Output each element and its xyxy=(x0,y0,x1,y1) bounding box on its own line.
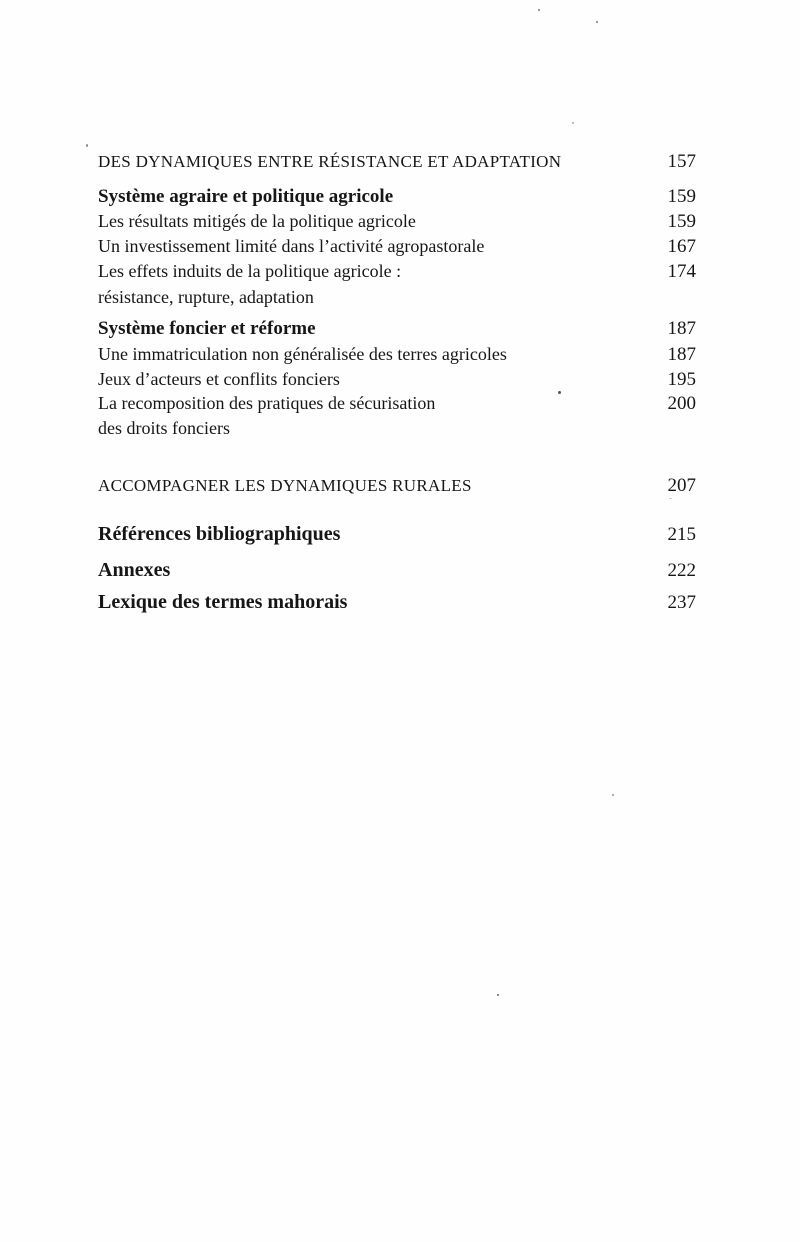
toc-entry-label: résistance, rupture, adaptation xyxy=(98,287,314,307)
toc-entry-page-number: 215 xyxy=(667,524,696,545)
toc-entry xyxy=(98,475,696,498)
toc-entry xyxy=(98,369,696,392)
toc-entry xyxy=(98,236,696,259)
toc-entry xyxy=(98,558,696,583)
toc-entry-page-number: 174 xyxy=(667,261,696,282)
scan-speck xyxy=(612,794,614,796)
toc-entry-page-number: 157 xyxy=(667,151,696,172)
scan-speck xyxy=(596,21,598,23)
toc-entry-label: Références bibliographiques xyxy=(98,523,341,545)
scan-speck xyxy=(572,122,574,124)
toc-entry-page-number: 195 xyxy=(667,369,696,390)
toc-entry-page-number: 200 xyxy=(667,393,696,414)
toc-entry-page-number: 159 xyxy=(667,186,696,207)
toc-entry-label: Annexes xyxy=(98,559,171,581)
scan-speck xyxy=(558,391,561,394)
toc-entry-label: Les résultats mitigés de la politique agricole xyxy=(98,211,416,231)
toc-entry-label: DES DYNAMIQUES ENTRE RÉSISTANCE ET ADAPTATION xyxy=(98,152,562,171)
toc-entry xyxy=(98,318,696,341)
toc-entry-label: Une immatriculation non généralisée des terres agricoles xyxy=(98,344,507,364)
toc-entry xyxy=(98,186,696,209)
toc-entry-label: des droits fonciers xyxy=(98,418,230,438)
toc-entry xyxy=(98,151,696,174)
toc-entry xyxy=(98,211,696,234)
toc-entry-page-number: 237 xyxy=(667,592,696,613)
toc-entry-continuation xyxy=(98,287,696,309)
toc-entry-page-number: 167 xyxy=(667,236,696,257)
toc-entry-label: ACCOMPAGNER LES DYNAMIQUES RURALES xyxy=(98,476,472,495)
toc-entry-label: Lexique des termes mahorais xyxy=(98,591,348,613)
toc-entry-page-number: 222 xyxy=(667,560,696,581)
toc-entry xyxy=(98,261,696,284)
scan-speck xyxy=(86,144,88,147)
toc-entry-label: Système agraire et politique agricole xyxy=(98,186,394,207)
toc-entry-label: Jeux d’acteurs et conflits fonciers xyxy=(98,369,340,389)
toc-entry xyxy=(98,344,696,367)
toc-entry-page-number: 187 xyxy=(667,344,696,365)
scan-speck xyxy=(669,498,672,499)
toc-entry xyxy=(98,522,696,547)
toc-entry-page-number: 187 xyxy=(667,318,696,339)
scan-speck xyxy=(497,994,499,996)
scan-speck xyxy=(538,9,540,11)
toc-entry-label: La recomposition des pratiques de sécurisation xyxy=(98,393,436,413)
toc-entry-label: Un investissement limité dans l’activité agropastorale xyxy=(98,236,485,256)
toc-entry-continuation xyxy=(98,418,696,440)
toc-entry-label: Système foncier et réforme xyxy=(98,318,316,339)
toc-entry-page-number: 159 xyxy=(667,211,696,232)
toc-entry-label: Les effets induits de la politique agricole : xyxy=(98,261,402,281)
toc-entry xyxy=(98,590,696,615)
toc-entry xyxy=(98,393,696,416)
toc-entry-page-number: 207 xyxy=(667,475,696,496)
